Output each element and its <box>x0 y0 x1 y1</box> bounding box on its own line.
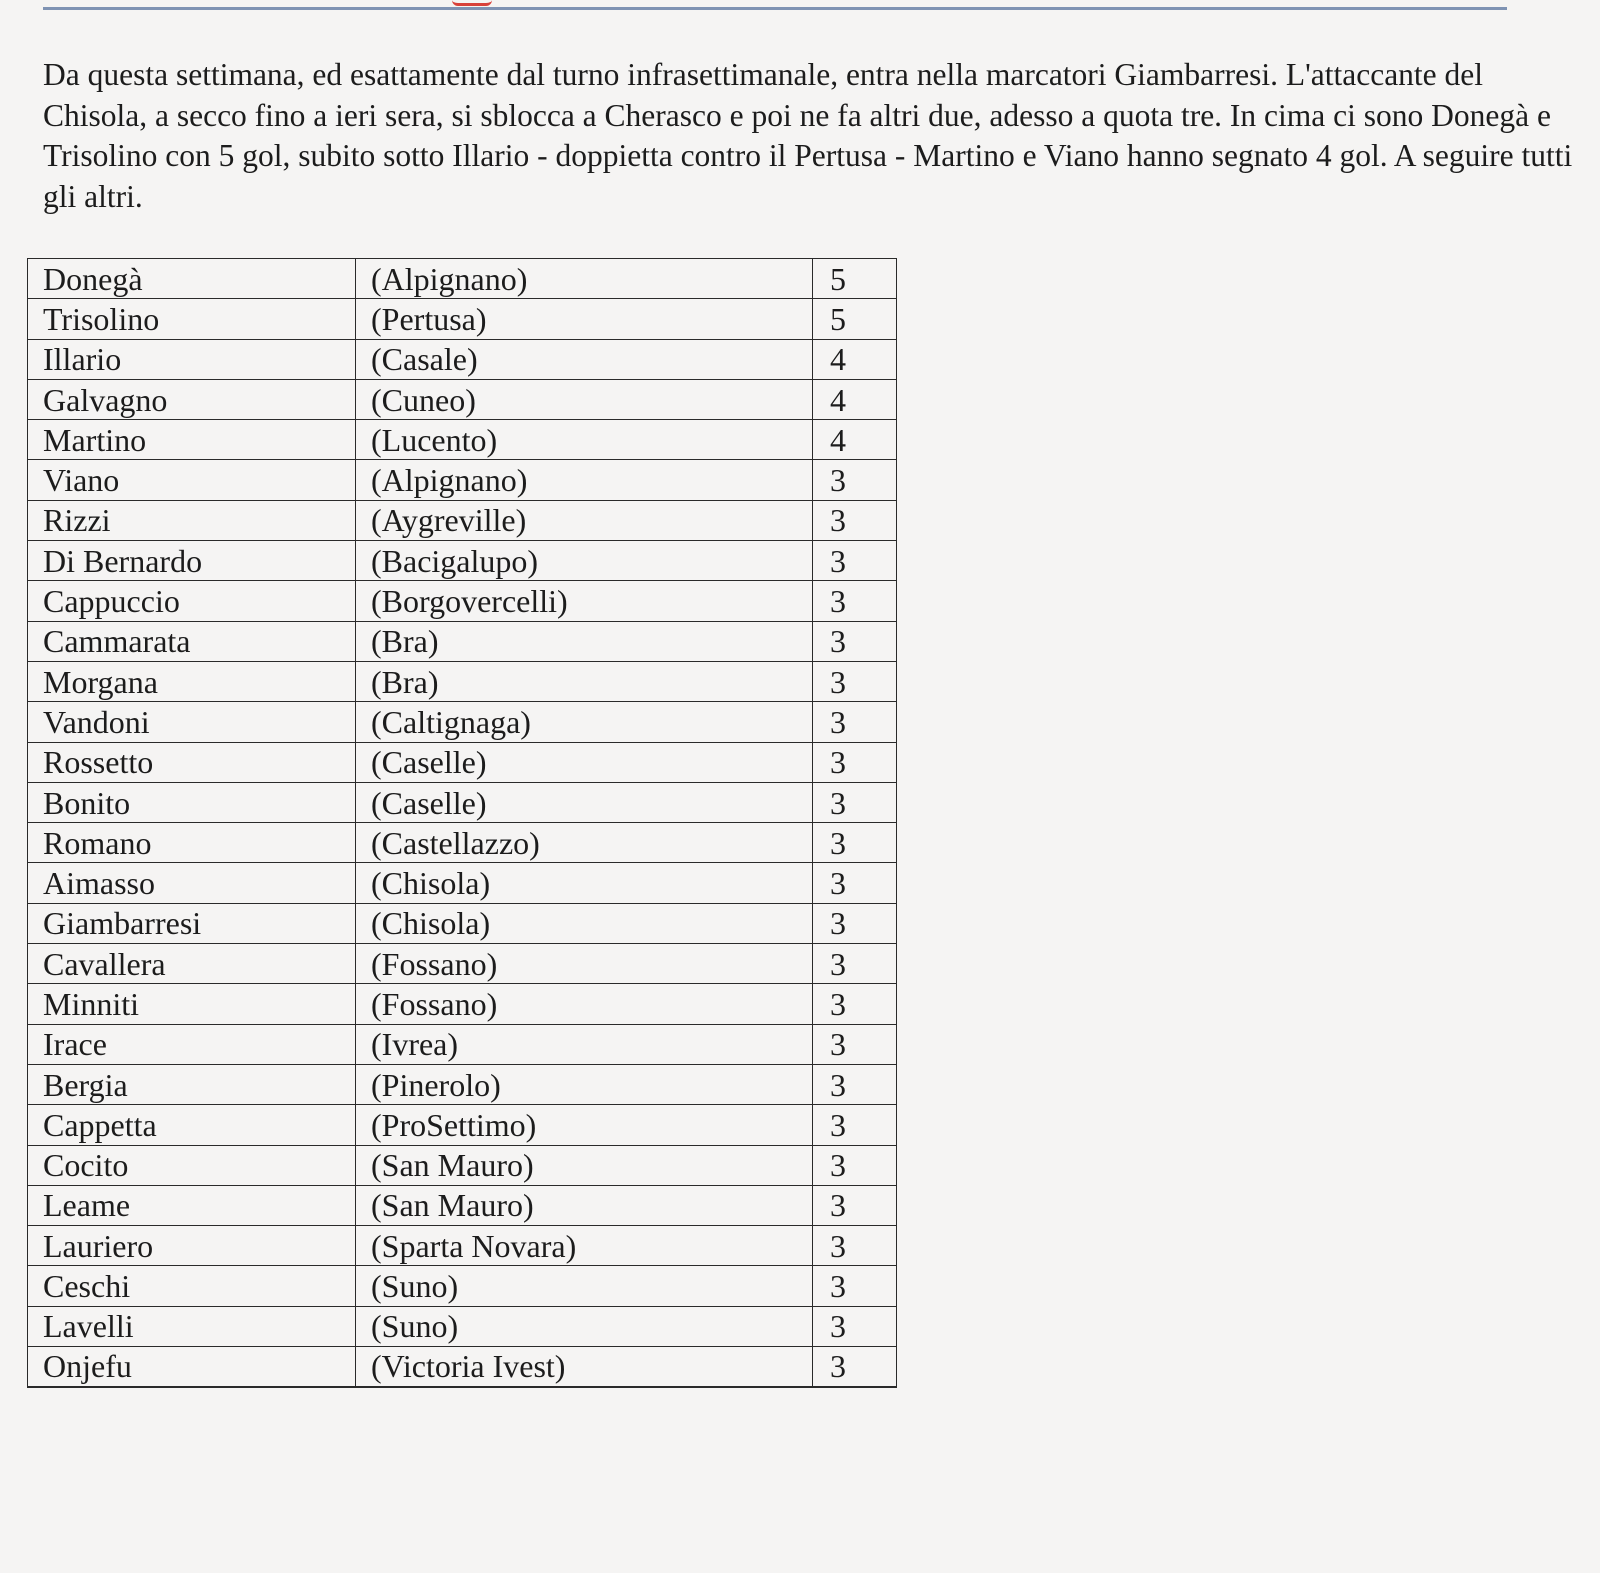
player-name: Cavallera <box>28 944 356 984</box>
table-row <box>28 984 897 1024</box>
team-name: (Lucento) <box>356 420 813 460</box>
table-row <box>28 1266 897 1306</box>
player-name: Trisolino <box>28 299 356 339</box>
team-name: (Aygreville) <box>356 500 813 540</box>
scorers-table <box>27 258 897 1388</box>
player-name: Donegà <box>28 259 356 299</box>
player-name: Di Bernardo <box>28 541 356 581</box>
team-name: (Caselle) <box>356 742 813 782</box>
player-name: Rizzi <box>28 500 356 540</box>
goal-count: 3 <box>813 984 897 1024</box>
team-name: (Victoria Ivest) <box>356 1347 813 1387</box>
player-name: Galvagno <box>28 379 356 419</box>
team-name: (Fossano) <box>356 984 813 1024</box>
goal-count: 3 <box>813 742 897 782</box>
team-name: (Chisola) <box>356 903 813 943</box>
goal-count: 3 <box>813 1105 897 1145</box>
player-name: Morgana <box>28 661 356 701</box>
goal-count: 4 <box>813 379 897 419</box>
team-name: (Suno) <box>356 1266 813 1306</box>
goal-count: 3 <box>813 944 897 984</box>
team-name: (Cuneo) <box>356 379 813 419</box>
goal-count: 3 <box>813 581 897 621</box>
goal-count: 3 <box>813 1024 897 1064</box>
team-name: (Alpignano) <box>356 259 813 299</box>
table-row <box>28 1347 897 1387</box>
team-name: (San Mauro) <box>356 1185 813 1225</box>
team-name: (Casale) <box>356 339 813 379</box>
goal-count: 3 <box>813 1145 897 1185</box>
team-name: (Borgovercelli) <box>356 581 813 621</box>
table-row <box>28 742 897 782</box>
goal-count: 3 <box>813 1185 897 1225</box>
header-divider <box>43 7 1507 10</box>
team-name: (Caselle) <box>356 782 813 822</box>
player-name: Illario <box>28 339 356 379</box>
team-name: (Caltignaga) <box>356 702 813 742</box>
player-name: Ceschi <box>28 1266 356 1306</box>
goal-count: 3 <box>813 1347 897 1387</box>
goal-count: 3 <box>813 863 897 903</box>
goal-count: 3 <box>813 460 897 500</box>
goal-count: 3 <box>813 702 897 742</box>
player-name: Lauriero <box>28 1226 356 1266</box>
player-name: Onjefu <box>28 1347 356 1387</box>
player-name: Romano <box>28 823 356 863</box>
goal-count: 5 <box>813 299 897 339</box>
table-row <box>28 1024 897 1064</box>
player-name: Irace <box>28 1024 356 1064</box>
table-row <box>28 1105 897 1145</box>
player-name: Leame <box>28 1185 356 1225</box>
player-name: Minniti <box>28 984 356 1024</box>
header-logo-fragment <box>452 0 492 6</box>
player-name: Cappetta <box>28 1105 356 1145</box>
team-name: (ProSettimo) <box>356 1105 813 1145</box>
team-name: (San Mauro) <box>356 1145 813 1185</box>
table-row <box>28 1145 897 1185</box>
table-row <box>28 259 897 299</box>
player-name: Giambarresi <box>28 903 356 943</box>
table-row <box>28 782 897 822</box>
table-row <box>28 661 897 701</box>
table-row <box>28 863 897 903</box>
goal-count: 4 <box>813 339 897 379</box>
team-name: (Bra) <box>356 661 813 701</box>
table-row <box>28 500 897 540</box>
table-row <box>28 379 897 419</box>
table-row <box>28 1226 897 1266</box>
goal-count: 3 <box>813 621 897 661</box>
table-row <box>28 541 897 581</box>
goal-count: 3 <box>813 782 897 822</box>
player-name: Cappuccio <box>28 581 356 621</box>
team-name: (Chisola) <box>356 863 813 903</box>
player-name: Lavelli <box>28 1306 356 1346</box>
table-row <box>28 460 897 500</box>
player-name: Martino <box>28 420 356 460</box>
player-name: Cammarata <box>28 621 356 661</box>
goal-count: 3 <box>813 903 897 943</box>
goal-count: 3 <box>813 500 897 540</box>
table-row <box>28 702 897 742</box>
goal-count: 3 <box>813 823 897 863</box>
player-name: Cocito <box>28 1145 356 1185</box>
player-name: Viano <box>28 460 356 500</box>
team-name: (Castellazzo) <box>356 823 813 863</box>
team-name: (Bacigalupo) <box>356 541 813 581</box>
table-row <box>28 1185 897 1225</box>
player-name: Bonito <box>28 782 356 822</box>
player-name: Bergia <box>28 1064 356 1104</box>
goal-count: 3 <box>813 661 897 701</box>
table-row <box>28 299 897 339</box>
goal-count: 3 <box>813 1306 897 1346</box>
table-row <box>28 1064 897 1104</box>
team-name: (Bra) <box>356 621 813 661</box>
team-name: (Pinerolo) <box>356 1064 813 1104</box>
team-name: (Sparta Novara) <box>356 1226 813 1266</box>
table-row <box>28 1306 897 1346</box>
table-row <box>28 581 897 621</box>
table-row <box>28 903 897 943</box>
team-name: (Alpignano) <box>356 460 813 500</box>
table-row <box>28 823 897 863</box>
goal-count: 3 <box>813 1064 897 1104</box>
team-name: (Fossano) <box>356 944 813 984</box>
goal-count: 3 <box>813 1266 897 1306</box>
goal-count: 4 <box>813 420 897 460</box>
goal-count: 3 <box>813 1226 897 1266</box>
goal-count: 5 <box>813 259 897 299</box>
player-name: Rossetto <box>28 742 356 782</box>
table-row <box>28 420 897 460</box>
article-intro: Da questa settimana, ed esattamente dal turno infrasettimanale, entra nella marcatori Giambarresi. L'attaccante del Chisola, a secco fino a ieri sera, si sblocca a Cherasco e poi ne fa altri due, adesso a quota tre. In cima ci sono Donegà e Trisolino con 5 gol, subito sotto Illario - doppietta contro il Pertusa - Martino e Viano hanno segnato 4 gol. A seguire tutti gli altri. <box>43 57 1573 214</box>
player-name: Vandoni <box>28 702 356 742</box>
team-name: (Suno) <box>356 1306 813 1346</box>
table-row <box>28 339 897 379</box>
player-name: Aimasso <box>28 863 356 903</box>
table-row <box>28 944 897 984</box>
team-name: (Ivrea) <box>356 1024 813 1064</box>
team-name: (Pertusa) <box>356 299 813 339</box>
goal-count: 3 <box>813 541 897 581</box>
table-row <box>28 621 897 661</box>
